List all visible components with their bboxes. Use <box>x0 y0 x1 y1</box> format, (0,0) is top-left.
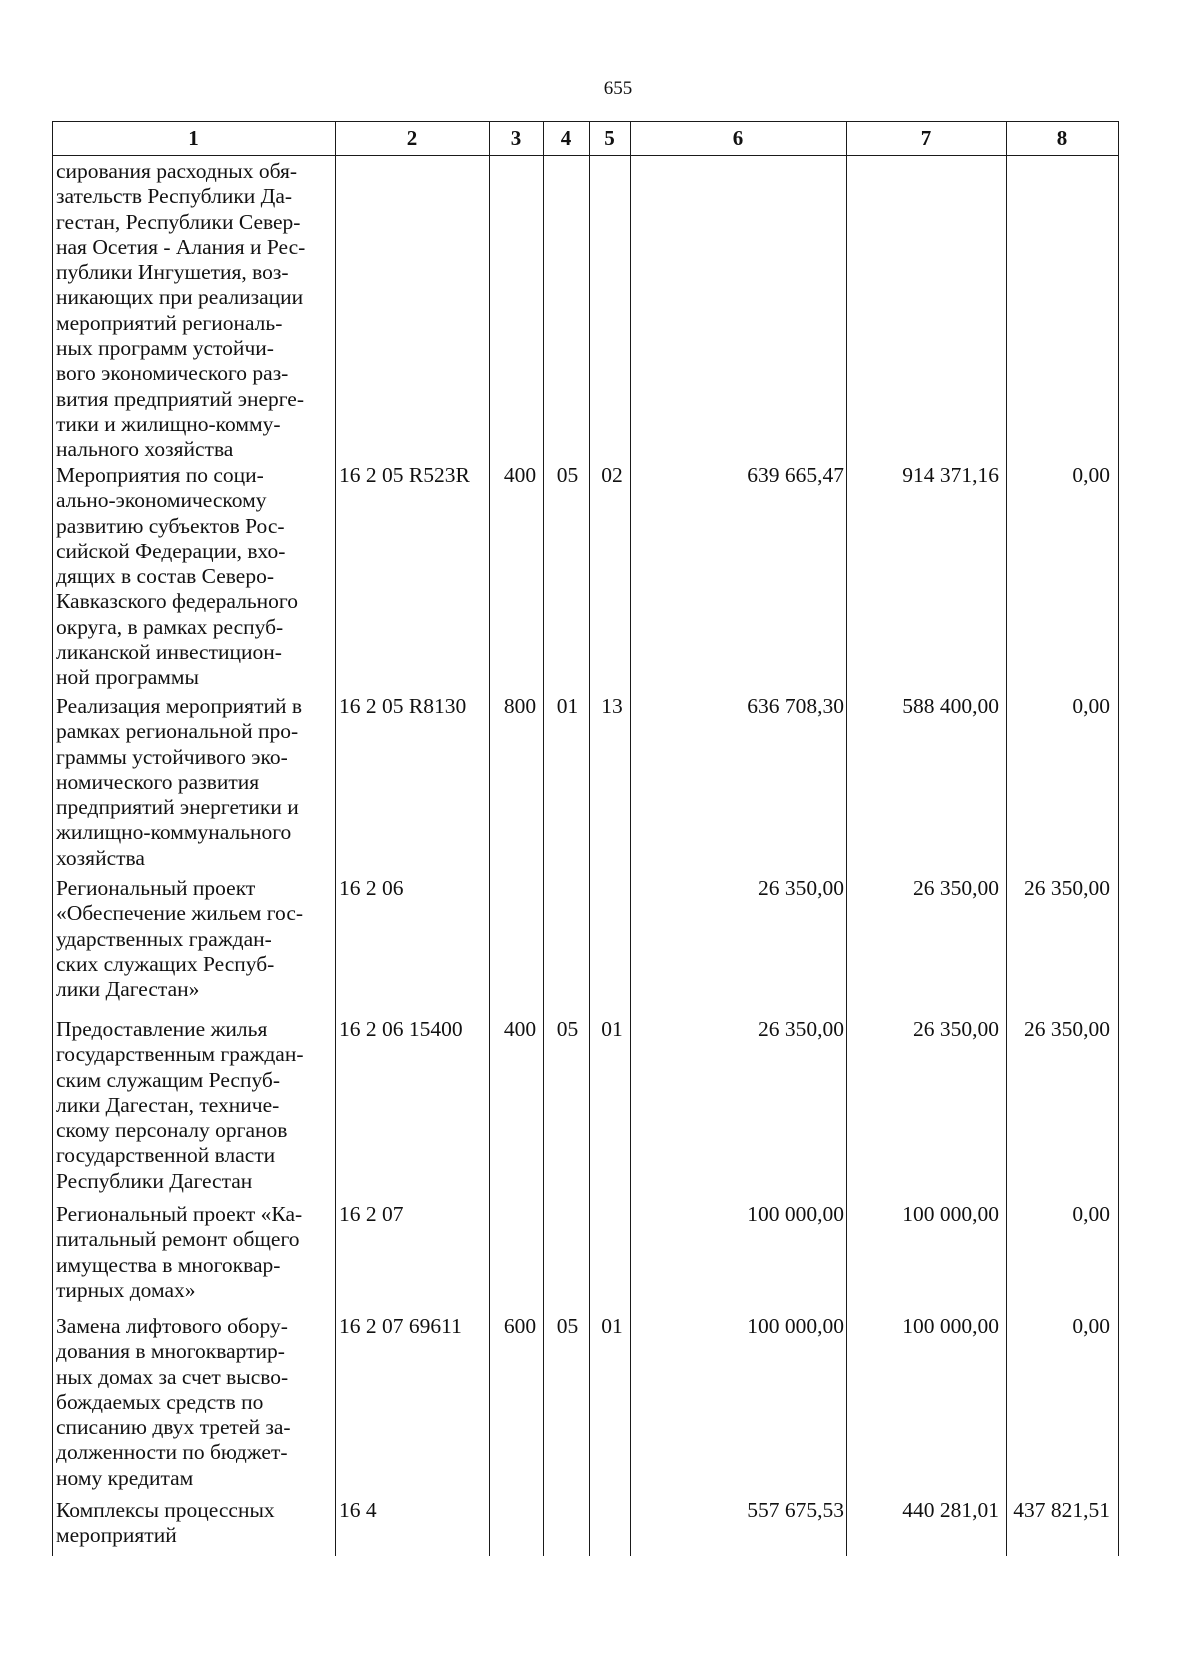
row-amount-7: 914 371,16 <box>902 463 999 487</box>
row-description: Реализация мероприятий в рамках региональной про- граммы устойчивого эко- номического развития предприятий энергетики и жилищно-коммунального хозяйства <box>56 694 302 870</box>
column-header: 7 <box>920 126 932 150</box>
page-number: 655 <box>603 78 633 99</box>
col-border-7-8 <box>1006 121 1007 1556</box>
row-col5: 01 <box>601 1017 623 1041</box>
row-amount-7: 26 350,00 <box>913 876 999 900</box>
col-border-right <box>1118 121 1119 1556</box>
row-col4: 05 <box>556 1314 579 1338</box>
row-code: 16 2 07 <box>339 1202 404 1226</box>
budget-table <box>52 121 1118 1556</box>
col-border-4-5 <box>589 121 590 1556</box>
row-col4: 01 <box>556 694 579 718</box>
row-description: сирования расходных обя- зательств Республики Да- гестан, Республики Север- ная Осетия - Алания и Рес- публики Ингушетия, воз- никающих при реализации мероприятий региональ- ных программ устойчи- вого экономического раз- вития предприятий энерге- тики и жилищно-комму- нального хозяйства <box>56 159 306 462</box>
row-col3: 400 <box>503 463 537 487</box>
column-header: 2 <box>406 126 418 150</box>
row-col5: 13 <box>601 694 623 718</box>
row-amount-6: 100 000,00 <box>747 1202 844 1226</box>
col-border-6-7 <box>846 121 847 1556</box>
row-code: 16 2 05 R8130 <box>339 694 467 718</box>
row-code: 16 2 07 69611 <box>339 1314 462 1338</box>
row-description: Комплексы процессных мероприятий <box>56 1498 275 1548</box>
row-amount-6: 636 708,30 <box>747 694 844 718</box>
row-amount-7: 26 350,00 <box>913 1017 999 1041</box>
row-code: 16 2 05 R523R <box>339 463 470 487</box>
row-amount-8: 0,00 <box>1072 694 1110 718</box>
row-amount-8: 0,00 <box>1072 463 1110 487</box>
row-col4: 05 <box>556 1017 579 1041</box>
row-amount-6: 26 350,00 <box>758 1017 844 1041</box>
row-description: Замена лифтового обору- дования в многоквартир- ных домах за счет высво- бождаемых средств по списанию двух третей за- долженности по бюджет- ному кредитам <box>56 1314 291 1490</box>
col-border-3-4 <box>543 121 544 1556</box>
row-col3: 800 <box>503 694 537 718</box>
column-header: 4 <box>560 126 572 150</box>
row-col5: 01 <box>601 1314 623 1338</box>
row-amount-6: 639 665,47 <box>747 463 844 487</box>
row-code: 16 2 06 15400 <box>339 1017 463 1041</box>
row-amount-8: 26 350,00 <box>1024 876 1110 900</box>
row-amount-8: 0,00 <box>1072 1202 1110 1226</box>
row-amount-7: 100 000,00 <box>902 1314 999 1338</box>
col-border-2-3 <box>489 121 490 1556</box>
column-header: 3 <box>510 126 522 150</box>
col-border-left <box>52 121 53 1556</box>
col-border-5-6 <box>630 121 631 1556</box>
column-header: 1 <box>188 126 199 150</box>
row-col5: 02 <box>601 463 623 487</box>
row-description: Предоставление жилья государственным граждан- ским служащим Респуб- лики Дагестан, техниче- скому персоналу органов государственной власти Республики Дагестан <box>56 1017 304 1193</box>
column-header: 8 <box>1056 126 1068 150</box>
row-amount-8: 437 821,51 <box>1013 1498 1110 1522</box>
row-amount-7: 100 000,00 <box>902 1202 999 1226</box>
column-header: 6 <box>732 126 744 150</box>
row-code: 16 4 <box>339 1498 377 1522</box>
row-description: Региональный проект «Обеспечение жильем гос- ударственных граждан- ских служащих Респуб- лики Дагестан» <box>56 876 304 1002</box>
row-amount-6: 26 350,00 <box>758 876 844 900</box>
row-amount-7: 588 400,00 <box>902 694 999 718</box>
row-amount-8: 0,00 <box>1072 1314 1110 1338</box>
row-description: Региональный проект «Ка- питальный ремонт общего имущества в многоквар- тирных домах» <box>56 1202 303 1302</box>
row-amount-8: 26 350,00 <box>1024 1017 1110 1041</box>
row-col3: 600 <box>503 1314 537 1338</box>
header-bottom-rule <box>52 155 1118 156</box>
row-amount-6: 100 000,00 <box>747 1314 844 1338</box>
column-header: 5 <box>604 126 615 150</box>
row-amount-6: 557 675,53 <box>747 1498 844 1522</box>
row-description: Мероприятия по соци- ально-экономическому развитию субъектов Рос- сийской Федерации, вхо- дящих в состав Северо- Кавказского федерального округа, в рамках респуб- ликанской инвестицион- ной программы <box>56 463 298 690</box>
row-col4: 05 <box>556 463 579 487</box>
row-code: 16 2 06 <box>339 876 404 900</box>
row-amount-7: 440 281,01 <box>902 1498 999 1522</box>
row-col3: 400 <box>503 1017 537 1041</box>
table-header-row <box>52 121 1118 155</box>
